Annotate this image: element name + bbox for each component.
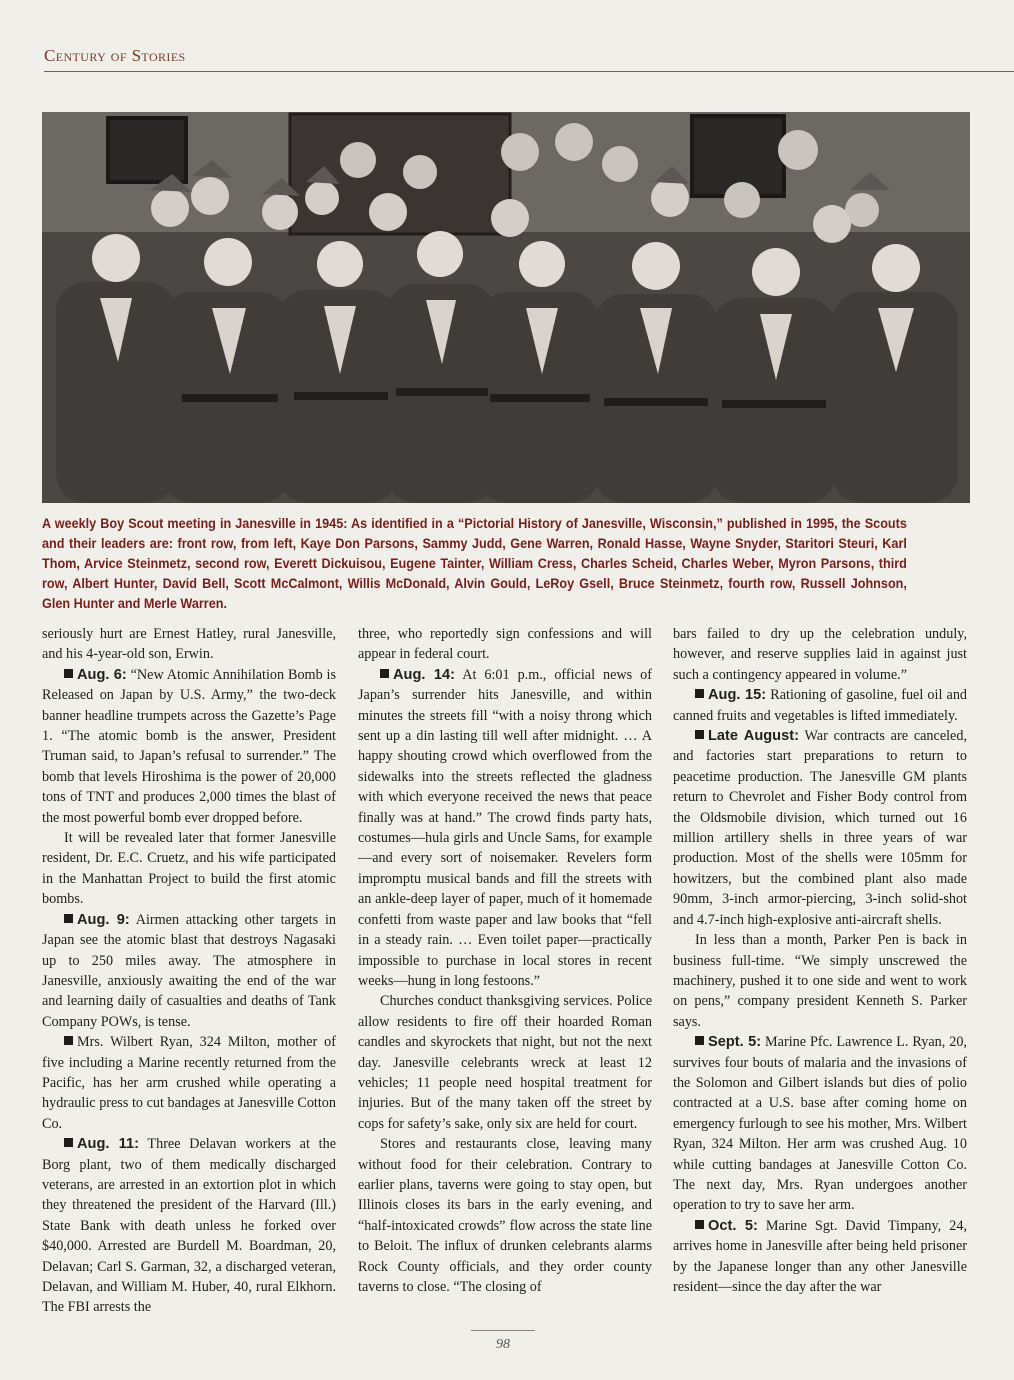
paragraph: seriously hurt are Ernest Hatley, rural Janesville, and his 4-year-old son, Erwin. (42, 626, 336, 663)
entry-text: At 6:01 p.m., official news of Japan’s surrender hits Janesville, and within minutes the streets fill “with a noisy throng which sent up a din lasting till well after midnight. … A happy shouting crowd which overflowed from the sidewalks into the streets reflected the gladness with which everyone received the news that peace finally was at hand.” The crowd finds party hats, costumes—hula girls and Uncle Sams, for example—and every sort of noisemaker. Revelers form impromptu musical bands and fill the streets with an ankle-deep layer of paper, much of it homemade confetti from waste paper and law books that “fell in a steady rain. … Even toilet paper—practically impossible to purchase in local stores in recent weeks—hung in long festoons.” (358, 666, 652, 989)
wall-picture-left (108, 118, 186, 182)
entry-date: Aug. 15: (708, 687, 767, 704)
bullet-square-icon (695, 730, 704, 739)
bullet-square-icon (64, 914, 73, 923)
paragraph: Stores and restaurants close, leaving many without food for their celebration. Contrary to earlier plans, taverns were going to stay open, but Illinois closes its bars in the early evening, and “half-intoxicated crowds” flow across the state line to Beloit. The influx of drunken celebrants alarms Rock County officials, and they order county taverns to close. “The closing of (358, 1136, 652, 1295)
entry-date: Aug. 11: (77, 1136, 139, 1153)
entry-oct-5 (673, 1216, 967, 1298)
entry-date: Aug. 9: (77, 911, 130, 928)
entry-date: Aug. 14: (393, 666, 456, 683)
photo-caption: A weekly Boy Scout meeting in Janesville in 1945: As identified in a “Pictorial History of Janesville, Wisconsin,” published in 1995, the Scouts and their leaders are: front row, from left, Kaye Don Parsons, Sammy Judd, Gene Warren, Ronald Hasse, Wayne Snyder, Staritori Steuri, Karl Thom, Arvice Steinmetz, second row, Everett Dickuisou, Eugene Tainter, William Cress, Charles Scheid, Charles Weber, Myron Parsons, third row, Albert Hunter, David Bell, Scott McCalmont, Willis McDonald, Alvin Gould, LeRoy Gsell, Bruce Steinmetz, fourth row, Russell Johnson, Glen Hunter and Merle Warren. (42, 516, 907, 611)
entry-text: War contracts are canceled, and factories start preparations to return to peacetime production. The Janesville GM plants return to Chevrolet and Fisher Body control from the Oldsmobile division, which turned out 16 million artillery shells in three years of war production. Most of the shells were 105mm for howitzers, but the combined plant also made 90mm, 3-inch armor-piercing, 3-inch solid-shot and 4.7-inch high-explosive anti-aircraft shells. (673, 728, 967, 928)
page-number: 98 (496, 1337, 510, 1352)
paragraph: three, who reportedly sign confessions and will appear in federal court. (358, 626, 652, 663)
text-column-3 (673, 624, 967, 1297)
scout-group-photo (42, 112, 970, 503)
photo-illustration (42, 112, 970, 503)
paragraph: It will be revealed later that former Janesville resident, Dr. E.C. Cruetz, and his wife participated in the Manhattan Project to build the first atomic bombs. (42, 830, 336, 908)
entry-date: Aug. 6: (77, 666, 127, 683)
text-column-1 (42, 624, 336, 1318)
entry-text: Airmen attacking other targets in Japan see the atomic blast that destroys Nagasaki up to 250 miles away. The atmosphere in Janesville, anxiously awaiting the end of the war and learning daily of casualties and deaths of Tank Company POWs, is tense. (42, 911, 336, 1030)
entry-aug-14 (358, 665, 652, 992)
entry-aug-6 (42, 665, 336, 828)
entry-text: Three Delavan workers at the Borg plant, two of them medically discharged veterans, are arrested in an extortion plot in which they threatened the president of the Harvard (Ill.) State Bank with death unless he forked over $40,000. Arrested are Burdell M. Boardman, 20, Delavan; Carl S. Garman, 32, a discharged veteran, Delavan, and William M. Huber, 40, rural Elkhorn. The FBI arrests the (42, 1136, 336, 1316)
entry-aug-11 (42, 1134, 336, 1318)
paragraph: In less than a month, Parker Pen is back in business full-time. “We simply unscrewed the machinery, pushed it to one side and went to work on pens,” company president Kenneth S. Parker says. (673, 932, 967, 1030)
paragraph: bars failed to dry up the celebration unduly, however, and reserve supplies laid in against just such a contingency appeared in volume.” (673, 626, 967, 683)
entry-text: Rationing of gasoline, fuel oil and canned fruits and vegetables is lifted immediately. (673, 687, 968, 724)
entry-sept-5 (673, 1032, 967, 1216)
entry-text: Marine Sgt. David Timpany, 24, arrives home in Janesville after being held prisoner by the Japanese longer than any other Janesville resident—since the day after the war (673, 1217, 967, 1295)
header-rule (44, 71, 1014, 72)
bullet-square-icon (380, 669, 389, 678)
bullet-square-icon (695, 1220, 704, 1229)
entry-aug-9 (42, 910, 336, 1032)
bullet-square-icon (64, 1138, 73, 1147)
entry-text: Mrs. Wilbert Ryan, 324 Milton, mother of five including a Marine recently returned from the Pacific, has her arm crushed while operating a hydraulic press to cut bandages at Janesville Cotton Co. (42, 1034, 336, 1132)
entry-date: Late August: (708, 728, 799, 745)
entry-text: “New Atomic Annihilation Bomb is Released on Japan by U.S. Army,” the two-deck banner headline trumpets across the Gazette’s Page 1. “The atomic bomb is the answer, President Truman said, to Japan’s refusal to surrender.” The bomb that levels Hiroshima is the power of 20,000 tons of TNT and produces 2,000 times the blast of the most powerful bomb ever dropped before. (42, 666, 336, 826)
paragraph: Churches conduct thanksgiving services. Police allow residents to fire off their hoarded Roman candles and skyrockets that night, but not the next day. Janesville celebrants wreck at least 12 vehicles; 11 people need hospital treatment for injuries. But of the many taken off the street by cops for safety’s sake, only six are held for court. (358, 993, 652, 1132)
entry-late-august (673, 726, 967, 930)
bullet-square-icon (64, 669, 73, 678)
footer-rule (471, 1330, 535, 1331)
entry-mrs-ryan (42, 1032, 336, 1134)
bullet-square-icon (64, 1036, 73, 1045)
entry-date: Oct. 5: (708, 1217, 758, 1234)
entry-aug-15 (673, 685, 967, 726)
bullet-square-icon (695, 689, 704, 698)
entry-text: Marine Pfc. Lawrence L. Ryan, 20, survives four bouts of malaria and the invasions of the Solomon and Gilbert islands but dies of polio contracted at a U.S. base after coming home on emergency furlough to see his mother, Mrs. Wilbert Ryan, 324 Milton. Her arm was crushed Aug. 10 while cutting bandages at Janesville Cotton Co. The next day, Mrs. Ryan undergoes another operation to try to save her arm. (673, 1034, 967, 1214)
running-title: Century of Stories (44, 46, 186, 65)
text-column-2 (358, 624, 652, 1297)
entry-date: Sept. 5: (708, 1034, 762, 1051)
bullet-square-icon (695, 1036, 704, 1045)
